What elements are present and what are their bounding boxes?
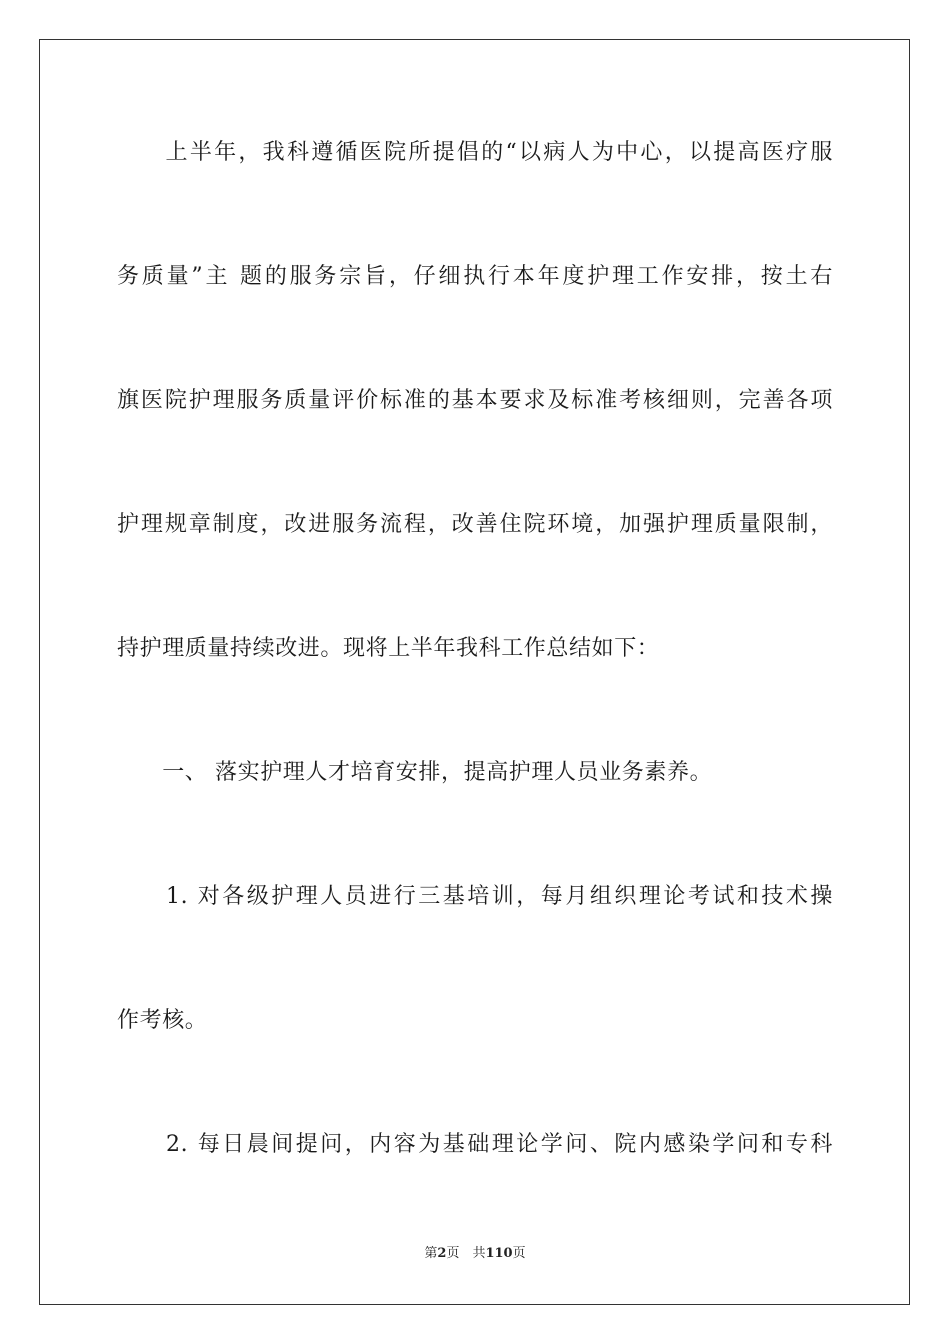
page-border <box>39 39 910 1305</box>
page-footer <box>0 1245 950 1263</box>
list-item-2-line-1: 2. 每日晨间提问，内容为基础理论学问、院内感染学问和专科 <box>117 1132 833 1157</box>
paragraph-line-5: 持护理质量持续改进。现将上半年我科工作总结如下： <box>117 636 660 661</box>
section-heading-1: 一、 落实护理人才培育安排，提高护理人员业务素养。 <box>117 760 713 785</box>
list-item-1-line-1: 1. 对各级护理人员进行三基培训，每月组织理论考试和技术操 <box>117 884 833 909</box>
footer-suffix: 页 <box>512 1246 526 1261</box>
paragraph-line-3: 旗医院护理服务质量评价标准的基本要求及标准考核细则，完善各项 <box>117 388 833 413</box>
footer-total-pages: 110 <box>485 1246 513 1261</box>
list-item-1-line-2: 作考核。 <box>117 1008 208 1033</box>
footer-page-number: 2 <box>437 1246 447 1261</box>
paragraph-line-1: 上半年，我科遵循医院所提倡的“以病人为中心，以提高医疗服 <box>117 140 833 165</box>
footer-prefix: 第 <box>424 1246 438 1261</box>
paragraph-line-2: 务质量”主 题的服务宗旨，仔细执行本年度护理工作安排，按土右 <box>117 264 833 289</box>
paragraph-line-4: 护理规章制度，改进服务流程，改善住院环境，加强护理质量限制， <box>117 512 833 537</box>
footer-mid: 页 共 <box>446 1246 486 1261</box>
